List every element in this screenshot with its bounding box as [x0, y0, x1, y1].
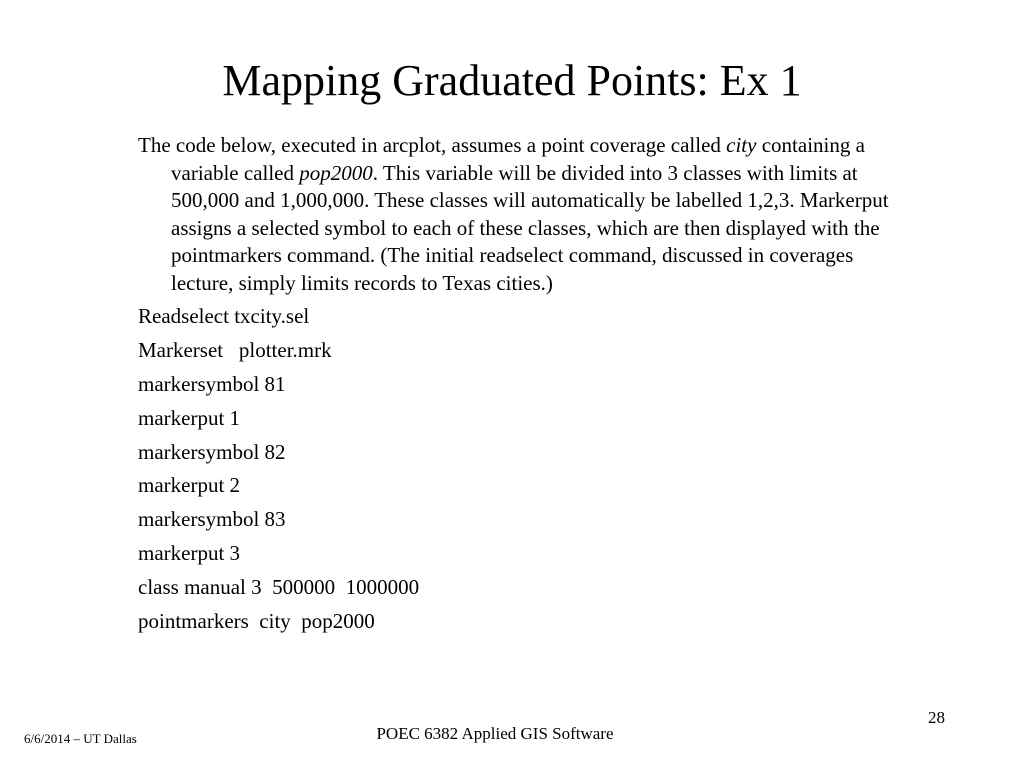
code-line: markersymbol 83 — [138, 507, 286, 532]
page-number: 28 — [928, 708, 945, 727]
variable-name: pop2000 — [299, 160, 373, 185]
coverage-name: city — [726, 133, 757, 157]
code-line: markerput 2 — [138, 473, 241, 498]
code-line: markerput 1 — [138, 405, 241, 430]
footer-course: POEC 6382 Applied GIS Software — [376, 724, 614, 743]
slide-body — [138, 132, 918, 642]
description-text-1: The code below, executed in arcplot, assumes a point coverage called — [138, 133, 727, 157]
code-line: markerput 3 — [138, 541, 241, 566]
code-line: Markerset plotter.mrk — [138, 337, 332, 362]
description-text-3: . This variable will be divided into 3 classes with limits at 500,000 and 1,000,000. These classes will automatically be labelled 1,2,3. Markerput assigns a selected symbol to each of these classes, which are then displayed with the pointmarkers command. (The initial readselect command, discussed in coverages lecture, simply limits records to Texas cities.) — [171, 160, 889, 295]
code-line: markersymbol 82 — [138, 439, 286, 464]
code-line: markersymbol 81 — [138, 371, 286, 396]
description-paragraph — [138, 132, 918, 297]
description-text-2: containing a variable called — [171, 133, 865, 185]
code-line: Readselect txcity.sel — [138, 304, 310, 328]
code-line: pointmarkers city pop2000 — [138, 609, 375, 634]
footer-date: 6/6/2014 – UT Dallas — [24, 731, 137, 746]
slide-title: Mapping Graduated Points: Ex 1 — [222, 56, 802, 105]
code-line: class manual 3 500000 1000000 — [138, 575, 420, 600]
